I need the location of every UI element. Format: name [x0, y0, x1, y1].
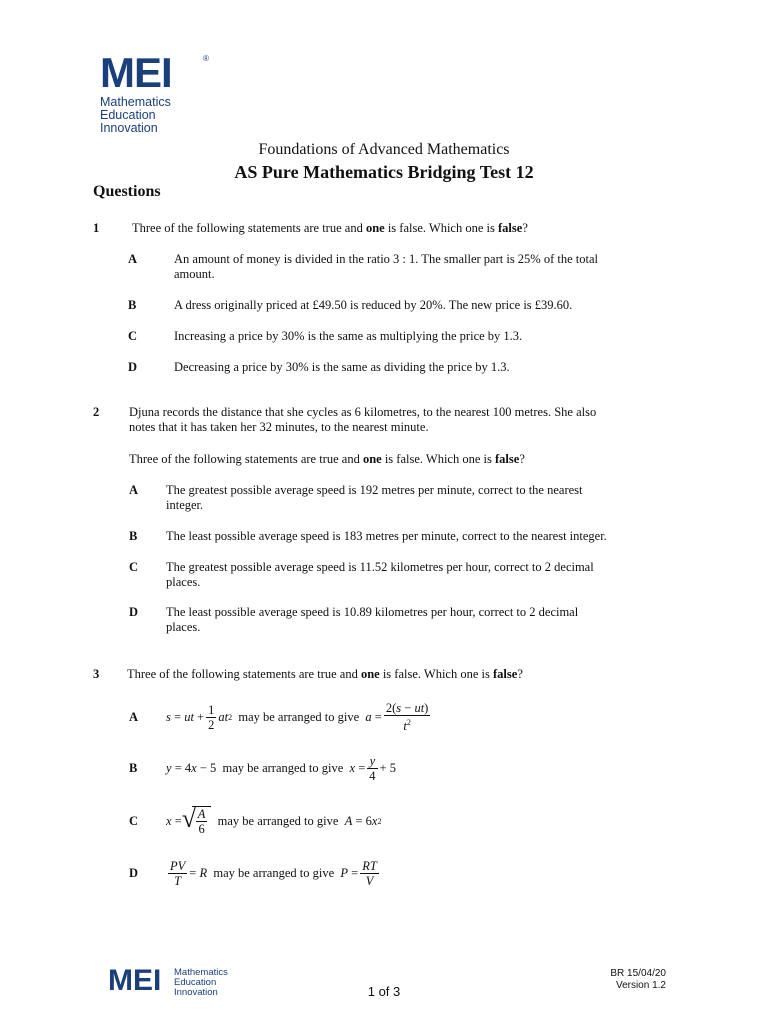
option-text: The least possible average speed is 183 metres per minute, correct to the nearest integer. — [166, 529, 607, 543]
option-letter: B — [129, 761, 138, 775]
document-subtitle: Foundations of Advanced Mathematics — [258, 141, 510, 158]
section-heading: Questions — [93, 183, 161, 200]
option-formula: y = 4 x − 5 may be arranged to give x = $\frac{y}{4}$ + 5 — [166, 753, 396, 783]
option-letter: B — [129, 529, 138, 543]
mei-logo — [100, 49, 220, 136]
option-letter: C — [129, 814, 139, 828]
option-text: The greatest possible average speed is 11.52 kilometres per hour, correct to 2 decimal places. — [166, 560, 594, 589]
connector-text: may be arranged to give — [213, 865, 335, 880]
logo-words — [100, 96, 220, 135]
option-text: An amount of money is divided in the ratio 3 : 1. The smaller part is 25% of the total amount. — [174, 252, 598, 281]
connector-text: may be arranged to give — [217, 813, 339, 828]
option-letter: D — [129, 866, 139, 880]
logo-line: Education — [100, 108, 156, 122]
option-formula: s = ut + $\frac{1}{2}$ at 2 may be arranged to give a = $\frac{2(s - ut)}{t^2}$ — [166, 700, 429, 734]
option-text: A dress originally priced at £49.50 is reduced by 20%. The new price is £39.60. — [174, 298, 573, 312]
question-intro: Djuna records the distance that she cycles as 6 kilometres, to the nearest 100 metres. She also notes that it has taken her 32 minutes, to the nearest minute. — [129, 405, 597, 434]
fraction: $\frac{1}{2}$ — [208, 702, 215, 732]
page-number: 1 of 3 — [367, 984, 401, 999]
option-letter: B — [128, 298, 137, 312]
option-text: The greatest possible average speed is 192 metres per minute, correct to the nearest integer. — [166, 483, 583, 512]
document-ref: BR 15/04/20 — [610, 968, 666, 979]
option-text: The least possible average speed is 10.89 kilometres per hour, correct to 2 decimal places. — [166, 605, 579, 634]
option-letter: D — [129, 605, 139, 619]
question-stem: Three of the following statements are true and one is false. Which one is false? — [127, 667, 523, 681]
fraction: $\frac{y}{4}$ — [369, 753, 376, 783]
option-letter: D — [128, 360, 138, 374]
question-number: 1 — [93, 221, 100, 235]
question-number: 2 — [93, 405, 100, 419]
connector-text: may be arranged to give — [222, 760, 344, 775]
logo-line: Mathematics — [100, 95, 171, 109]
option-formula: x = √ $\frac{A}{6}$ may be arranged to give A = 6 x 2 — [166, 804, 382, 836]
document-title: AS Pure Mathematics Bridging Test 12 — [234, 162, 534, 182]
connector-text: may be arranged to give — [238, 709, 360, 724]
footer-logo-words: Mathematics Education Innovation — [174, 967, 228, 998]
option-text: Increasing a price by 30% is the same as multiplying the price by 1.3. — [174, 329, 523, 343]
square-root: √ $\frac{A}{6}$ — [182, 806, 212, 836]
option-letter: A — [128, 252, 138, 266]
question-stem: Three of the following statements are true and one is false. Which one is false? — [129, 452, 525, 466]
option-formula: $\frac{PV}{T}$ = R may be arranged to give P = $\frac{RT}{V}$ — [170, 858, 377, 888]
option-text: Decreasing a price by 30% is the same as dividing the price by 1.3. — [174, 360, 510, 374]
fraction: $\frac{RT}{V}$ — [362, 858, 377, 888]
registered-mark: ® — [203, 54, 209, 63]
fraction: $\frac{PV}{T}$ — [170, 858, 186, 888]
question-stem: Three of the following statements are true and one is false. Which one is false? — [132, 221, 528, 235]
fraction: $\frac{2(s - ut)}{t^2}$ — [385, 700, 429, 734]
logo-letters: MEI — [100, 49, 172, 96]
option-letter: A — [129, 710, 139, 724]
option-letter: A — [129, 483, 139, 497]
footer-logo-letters: MEI — [108, 964, 162, 997]
logo-line: Innovation — [100, 121, 158, 135]
option-letter: C — [128, 329, 138, 343]
option-letter: C — [129, 560, 139, 574]
question-number: 3 — [93, 667, 100, 681]
document-version: Version 1.2 — [615, 980, 666, 991]
